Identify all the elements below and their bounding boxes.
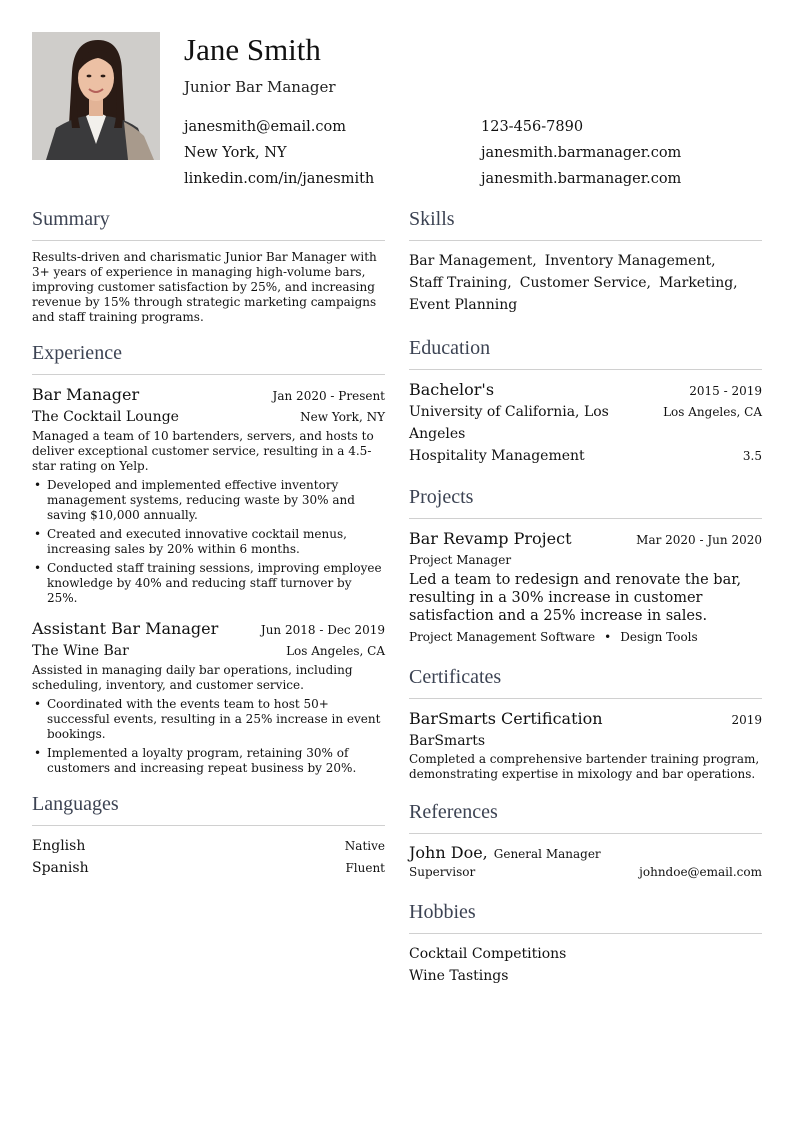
certificate-year: 2019 [731, 713, 762, 727]
language-row [32, 857, 385, 879]
language-name: Spanish [32, 860, 89, 876]
education-section [409, 334, 762, 467]
references-heading: References [409, 798, 762, 834]
language-name: English [32, 838, 86, 854]
summary-text: Results-driven and charismatic Junior Bar Manager with 3+ years of experience in managing high-volume bars, improving customer satisfaction by 25%, and increasing revenue by 15% through strategic marketing campaigns and staff training programs. [32, 250, 377, 324]
summary-section [32, 205, 385, 325]
website-link-secondary[interactable]: janesmith.barmanager.com [481, 171, 682, 187]
reference-position: General Manager [493, 847, 601, 861]
project-description: Led a team to redesign and renovate the bar, resulting in a 30% increase in customer satisfaction and a 25% increase in sales. [409, 572, 742, 624]
certificates-heading: Certificates [409, 663, 762, 699]
education-dates: 2015 - 2019 [689, 384, 762, 398]
phone[interactable]: 123-456-7890 [481, 119, 584, 135]
job-bullet: • Created and executed innovative cocktail menus, increasing sales by 20% within 6 months. [32, 527, 385, 557]
school-location: Los Angeles, CA [663, 405, 762, 419]
reference-email[interactable]: johndoe@email.com [639, 865, 762, 879]
certificate-description: Completed a comprehensive bartender training program, demonstrating expertise in mixology and bar operations. [409, 752, 760, 781]
skill-item: Inventory Management, [544, 253, 716, 269]
job-description: Managed a team of 10 bartenders, servers, and hosts to deliver exceptional customer service, resulting in a 4.5-star rating on Yelp. [32, 429, 374, 473]
skill-item: Event Planning [409, 297, 518, 313]
experience-entry [32, 618, 385, 776]
job-location: New York, NY [300, 410, 385, 424]
certificate-issuer: BarSmarts [409, 733, 486, 749]
language-level: Native [344, 839, 385, 853]
contact-left [184, 114, 374, 192]
email[interactable]: janesmith@email.com [184, 119, 347, 135]
profile-photo [32, 32, 160, 160]
project-role: Project Manager [409, 553, 512, 567]
references-section [409, 798, 762, 882]
candidate-name: Jane Smith [184, 32, 321, 67]
job-bullets [32, 697, 385, 776]
project-tools [409, 627, 762, 647]
right-column [409, 205, 762, 999]
field-of-study: Hospitality Management [409, 448, 585, 464]
job-location: Los Angeles, CA [286, 644, 385, 658]
skills-heading: Skills [409, 205, 762, 241]
certificate-name: BarSmarts Certification [409, 709, 603, 728]
education-heading: Education [409, 334, 762, 370]
project-name: Bar Revamp Project [409, 529, 572, 548]
experience-section [32, 339, 385, 776]
contact-right [481, 114, 681, 192]
experience-heading: Experience [32, 339, 385, 375]
portrait-illustration [32, 32, 160, 160]
language-row [32, 835, 385, 857]
linkedin-link[interactable]: linkedin.com/in/janesmith [184, 171, 375, 187]
project-tool: Project Management Software [409, 630, 596, 644]
hobbies-section [409, 898, 762, 987]
project-dates: Mar 2020 - Jun 2020 [636, 533, 762, 547]
gpa: 3.5 [742, 449, 762, 463]
language-level: Fluent [345, 861, 385, 875]
projects-section [409, 483, 762, 647]
projects-heading: Projects [409, 483, 762, 519]
certificates-section [409, 663, 762, 782]
job-role: Bar Manager [32, 385, 140, 404]
job-company: The Wine Bar [32, 643, 129, 659]
job-bullet: • Coordinated with the events team to host 50+ successful events, resulting in a 25% increase in event bookings. [32, 697, 385, 742]
hobby-item: Wine Tastings [409, 968, 509, 984]
languages-section [32, 790, 385, 879]
job-dates: Jan 2020 - Present [272, 389, 385, 403]
candidate-title: Junior Bar Manager [184, 78, 336, 96]
job-bullet: • Developed and implemented effective inventory management systems, reducing waste by 30% and saving $10,000 annually. [32, 478, 385, 523]
job-bullets [32, 478, 385, 606]
school: University of California, Los Angeles [409, 404, 609, 442]
reference-name: John Doe, [409, 843, 488, 862]
skill-item: Bar Management, [409, 253, 537, 269]
separator-dot: • [604, 630, 612, 644]
skill-item: Customer Service, [519, 275, 651, 291]
website-link[interactable]: janesmith.barmanager.com [481, 145, 682, 161]
job-bullet: • Implemented a loyalty program, retaining 30% of customers and increasing repeat business by 20%. [32, 746, 385, 776]
languages-heading: Languages [32, 790, 385, 826]
left-column [32, 205, 385, 891]
job-role: Assistant Bar Manager [32, 619, 219, 638]
hobby-item: Cocktail Competitions [409, 946, 567, 962]
job-description: Assisted in managing daily bar operations, including scheduling, inventory, and customer service. [32, 663, 353, 692]
experience-entry [32, 384, 385, 606]
skills-section [409, 205, 762, 316]
location: New York, NY [184, 145, 287, 161]
hobbies-heading: Hobbies [409, 898, 762, 934]
job-dates: Jun 2018 - Dec 2019 [260, 623, 385, 637]
degree: Bachelor's [409, 380, 495, 399]
summary-heading: Summary [32, 205, 385, 241]
skills-list [409, 250, 762, 316]
job-bullet: • Conducted staff training sessions, improving employee knowledge by 40% and reducing staff turnover by 25%. [32, 561, 385, 606]
reference-relation: Supervisor [409, 865, 476, 879]
resume-header [32, 32, 762, 192]
project-tool: Design Tools [620, 630, 698, 644]
skill-item: Staff Training, [409, 275, 512, 291]
job-company: The Cocktail Lounge [32, 409, 179, 425]
skill-item: Marketing, [658, 275, 738, 291]
